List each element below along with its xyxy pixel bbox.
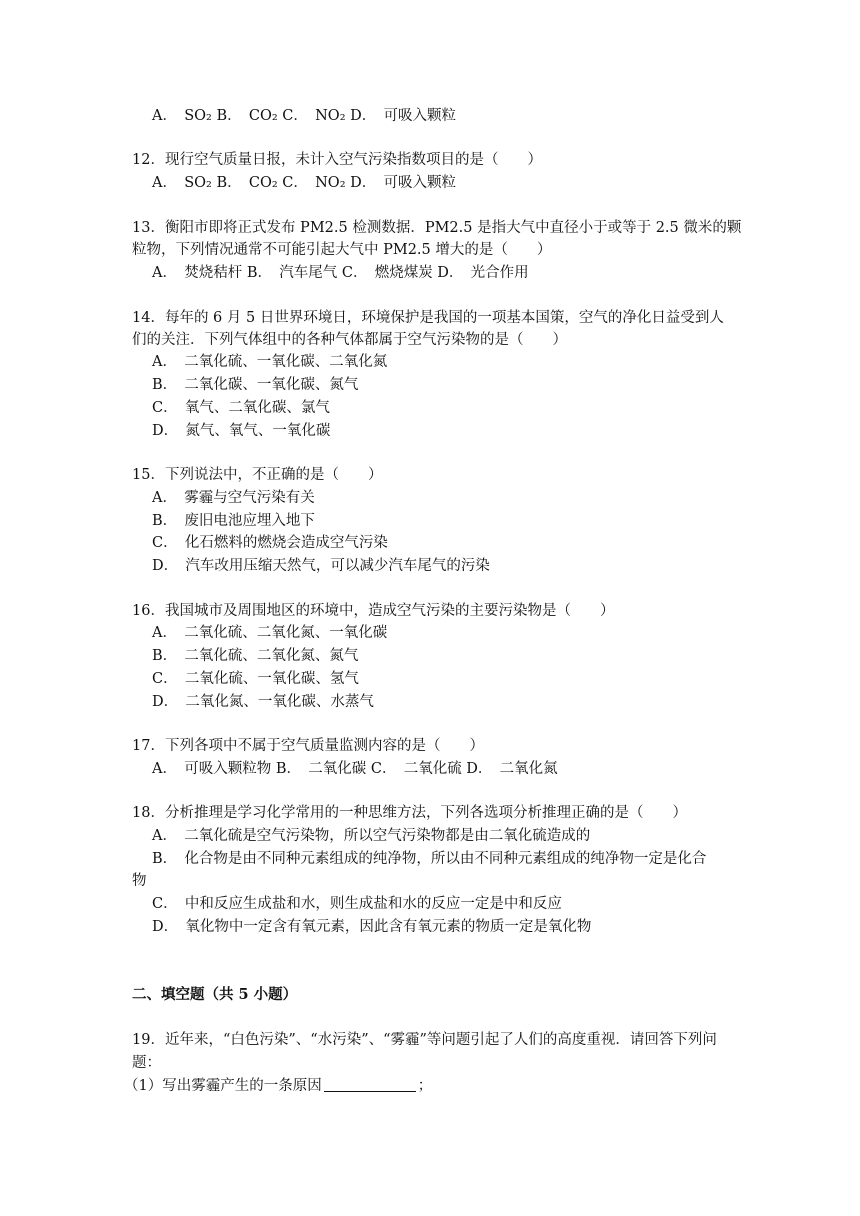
q13-options: A． 焚烧秸杆 B． 汽车尾气 C． 燃烧煤炭 D． 光合作用: [152, 265, 529, 281]
q18-option-a: A． 二氧化硫是空气污染物，所以空气污染物都是由二氧化硫造成的: [152, 828, 591, 844]
q14-stem-line1: 14．每年的 6 月 5 日世界环境日，环境保护是我国的一项基本国策，空气的净化日益受到人: [132, 310, 724, 326]
q15-option-d: D． 汽车改用压缩天然气，可以减少汽车尾气的污染: [152, 558, 490, 574]
q15-option-c: C． 化石燃料的燃烧会造成空气污染: [152, 535, 388, 551]
q18-option-c: C． 中和反应生成盐和水，则生成盐和水的反应一定是中和反应: [152, 896, 562, 912]
q17-stem: 17．下列各项中不属于空气质量监测内容的是（ ）: [132, 738, 484, 754]
q11-options: A． SO₂ B． CO₂ C． NO₂ D． 可吸入颗粒: [152, 108, 456, 124]
q16-option-d: D． 二氧化氮、一氧化碳、水蒸气: [152, 694, 374, 710]
q18-option-d: D． 氧化物中一定含有氧元素，因此含有氧元素的物质一定是氧化物: [152, 919, 592, 935]
q16-option-b: B． 二氧化硫、二氧化氮、氮气: [152, 648, 359, 664]
section-heading-fill-in: 二、填空题（共 5 小题）: [132, 986, 298, 1003]
q14-option-b: B． 二氧化碳、一氧化碳、氮气: [152, 377, 359, 393]
q19-stem-line1: 19．近年来，“白色污染”、“水污染”、“雾霾”等问题引起了人们的高度重视．请回答下列问: [132, 1032, 717, 1048]
q17-options: A． 可吸入颗粒物 B． 二氧化碳 C． 二氧化硫 D． 二氧化氮: [152, 761, 558, 777]
q13-stem-line1: 13．衡阳市即将正式发布 PM2.5 检测数据．PM2.5 是指大气中直径小于或等于 2.5 微米的颗: [132, 220, 742, 236]
q18-option-b-line2: 物: [132, 873, 147, 889]
q16-stem: 16．我国城市及周围地区的环境中，造成空气污染的主要污染物是（ ）: [132, 603, 615, 619]
q18-option-b-line1: B． 化合物是由不同种元素组成的纯净物，所以由不同种元素组成的纯净物一定是化合: [152, 851, 707, 867]
q18-stem: 18．分析推理是学习化学常用的一种思维方法，下列各选项分析推理正确的是（ ）: [132, 805, 687, 821]
q14-option-c: C． 氧气、二氧化碳、氯气: [152, 400, 330, 416]
q14-option-d: D． 氮气、氧气、一氧化碳: [152, 423, 331, 439]
q14-stem-line2: 们的关注．下列气体组中的各种气体都属于空气污染物的是（ ）: [132, 332, 567, 348]
q19-subquestion-1: [124, 1076, 432, 1096]
q15-stem: 15．下列说法中，不正确的是（ ）: [132, 467, 383, 483]
q12-options: A． SO₂ B． CO₂ C． NO₂ D． 可吸入颗粒: [152, 175, 456, 191]
q16-option-c: C． 二氧化硫、一氧化碳、氢气: [152, 671, 359, 687]
answer-blank[interactable]: [324, 1077, 416, 1092]
q14-option-a: A． 二氧化硫、一氧化碳、二氧化氮: [152, 354, 388, 370]
q19-stem-line2: 题：: [132, 1055, 161, 1071]
q15-option-b: B． 废旧电池应埋入地下: [152, 513, 315, 529]
q13-stem-line2: 粒物，下列情况通常不可能引起大气中 PM2.5 增大的是（ ）: [132, 242, 552, 258]
q16-option-a: A． 二氧化硫、二氧化氮、一氧化碳: [152, 625, 388, 641]
q19-sub1-text: （1）写出雾霾产生的一条原因: [124, 1078, 322, 1094]
q19-sub1-suffix: ；: [417, 1078, 433, 1094]
q12-stem: 12．现行空气质量日报，未计入空气污染指数项目的是（ ）: [132, 152, 542, 168]
q15-option-a: A． 雾霾与空气污染有关: [152, 490, 315, 506]
